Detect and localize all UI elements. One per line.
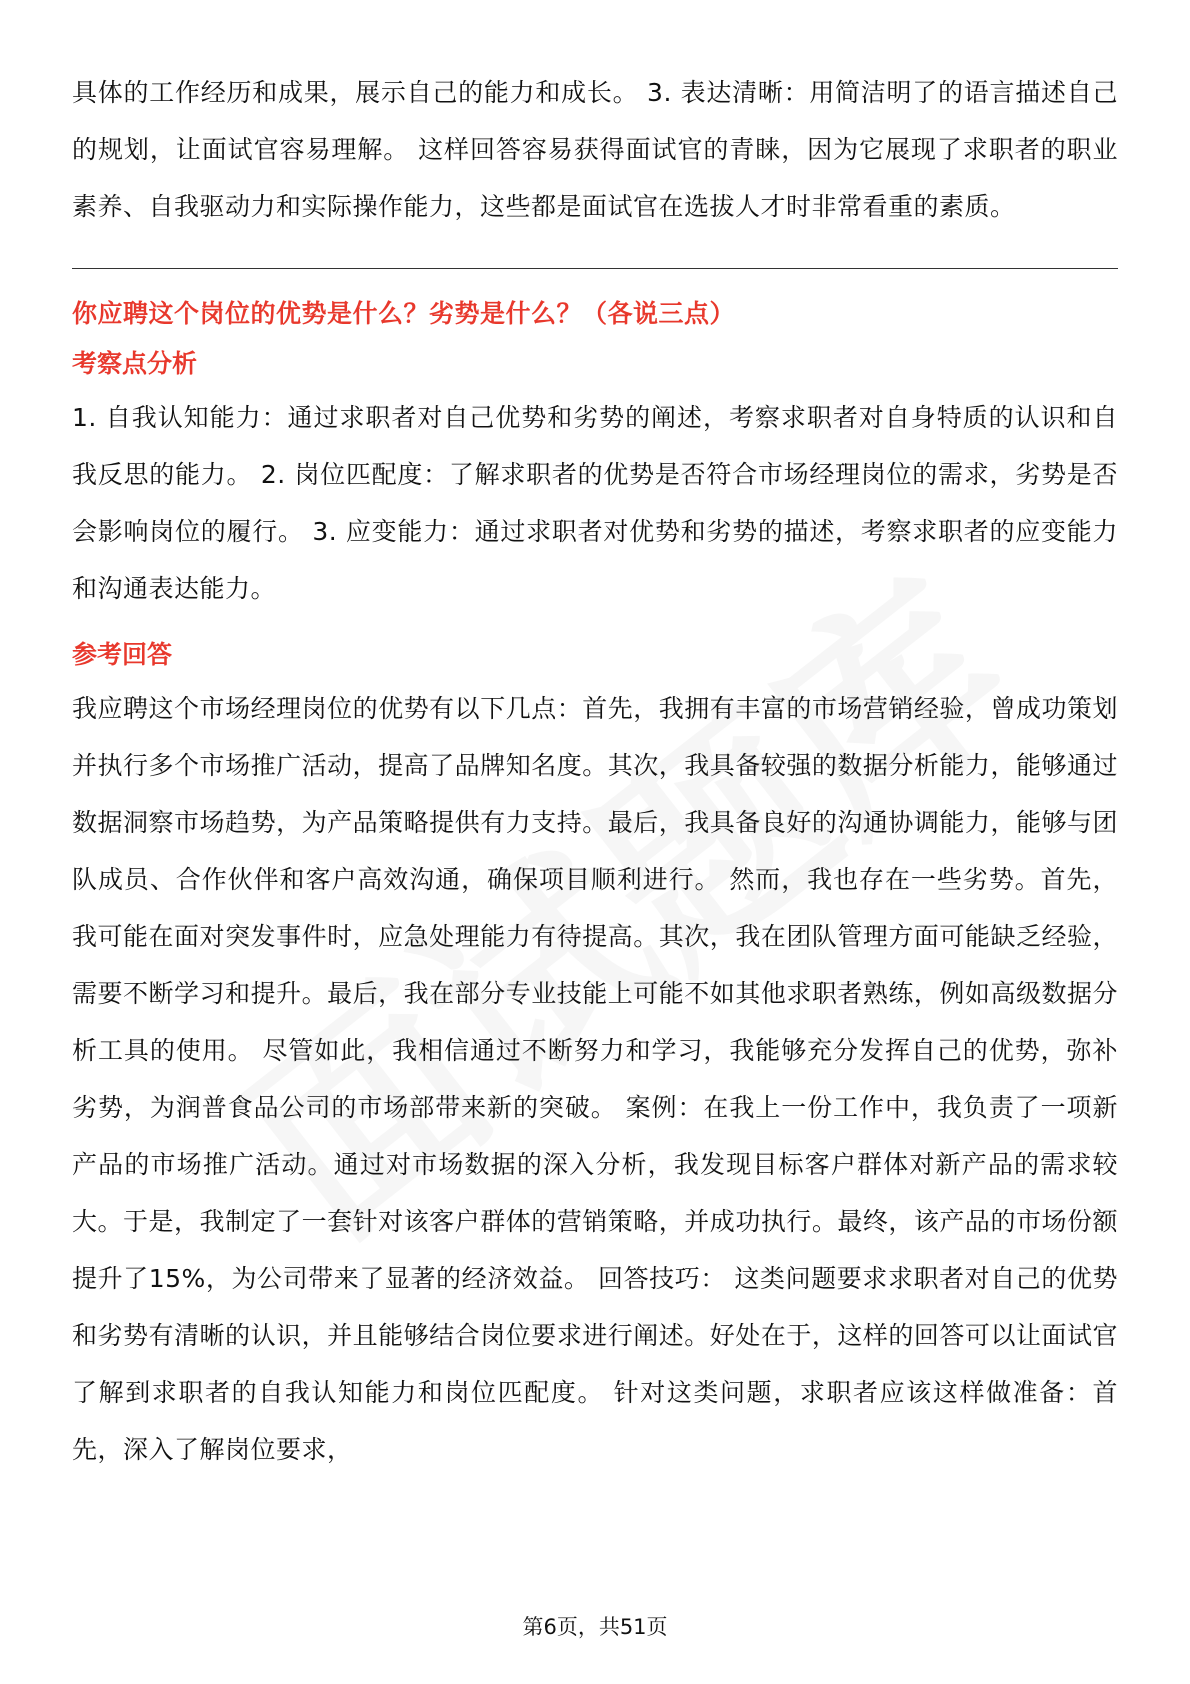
page-content <box>72 64 1118 1478</box>
analysis-text: 1. 自我认知能力：通过求职者对自己优势和劣势的阐述，考察求职者对自身特质的认识和自我反思的能力。 2. 岗位匹配度：了解求职者的优势是否符合市场经理岗位的需求，劣势是否会影响岗位的履行。 3. 应变能力：通过求职者对优势和劣势的描述，考察求职者的应变能力和沟通表达能力。 <box>72 403 1118 603</box>
page-number: 第6页，共51页 <box>522 1615 668 1639</box>
analysis-heading: 考察点分析 <box>72 349 198 378</box>
answer-section <box>72 630 1118 1478</box>
section-divider <box>72 268 1118 269</box>
answer-text: 我应聘这个市场经理岗位的优势有以下几点：首先，我拥有丰富的市场营销经验，曾成功策划并执行多个市场推广活动，提高了品牌知名度。其次，我具备较强的数据分析能力，能够通过数据洞察市场趋势，为产品策略提供有力支持。最后，我具备良好的沟通协调能力，能够与团队成员、合作伙伴和客户高效沟通，确保项目顺利进行。 然而，我也存在一些劣势。首先，我可能在面对突发事件时，应急处理能力有待提高。其次，我在团队管理方面可能缺乏经验，需要不断学习和提升。最后，我在部分专业技能上可能不如其他求职者熟练，例如高级数据分析工具的使用。 尽管如此，我相信通过不断努力和学习，我能够充分发挥自己的优势，弥补劣势，为润普食品公司的市场部带来新的突破。 案例：在我上一份工作中，我负责了一项新产品的市场推广活动。通过对市场数据的深入分析，我发现目标客户群体对新产品的需求较大。于是，我制定了一套针对该客户群体的营销策略，并成功执行。最终，该产品的市场份额提升了15%，为公司带来了显著的经济效益。 回答技巧： 这类问题要求求职者对自己的优势和劣势有清晰的认识，并且能够结合岗位要求进行阐述。好处在于，这样的回答可以让面试官了解到求职者的自我认知能力和岗位匹配度。 针对这类问题，求职者应该这样做准备：首先，深入了解岗位要求， <box>72 694 1118 1464</box>
answer-heading: 参考回答 <box>72 640 173 669</box>
intro-paragraph: 具体的工作经历和成果，展示自己的能力和成长。 3. 表达清晰：用简洁明了的语言描述自己的规划，让面试官容易理解。 这样回答容易获得面试官的青睐，因为它展现了求职者的职业素养、自我驱动力和实际操作能力，这些都是面试官在选拔人才时非常看重的素质。 <box>72 78 1118 221</box>
analysis-section <box>72 339 1118 617</box>
question-title: 你应聘这个岗位的优势是什么？劣势是什么？（各说三点） <box>72 299 736 328</box>
